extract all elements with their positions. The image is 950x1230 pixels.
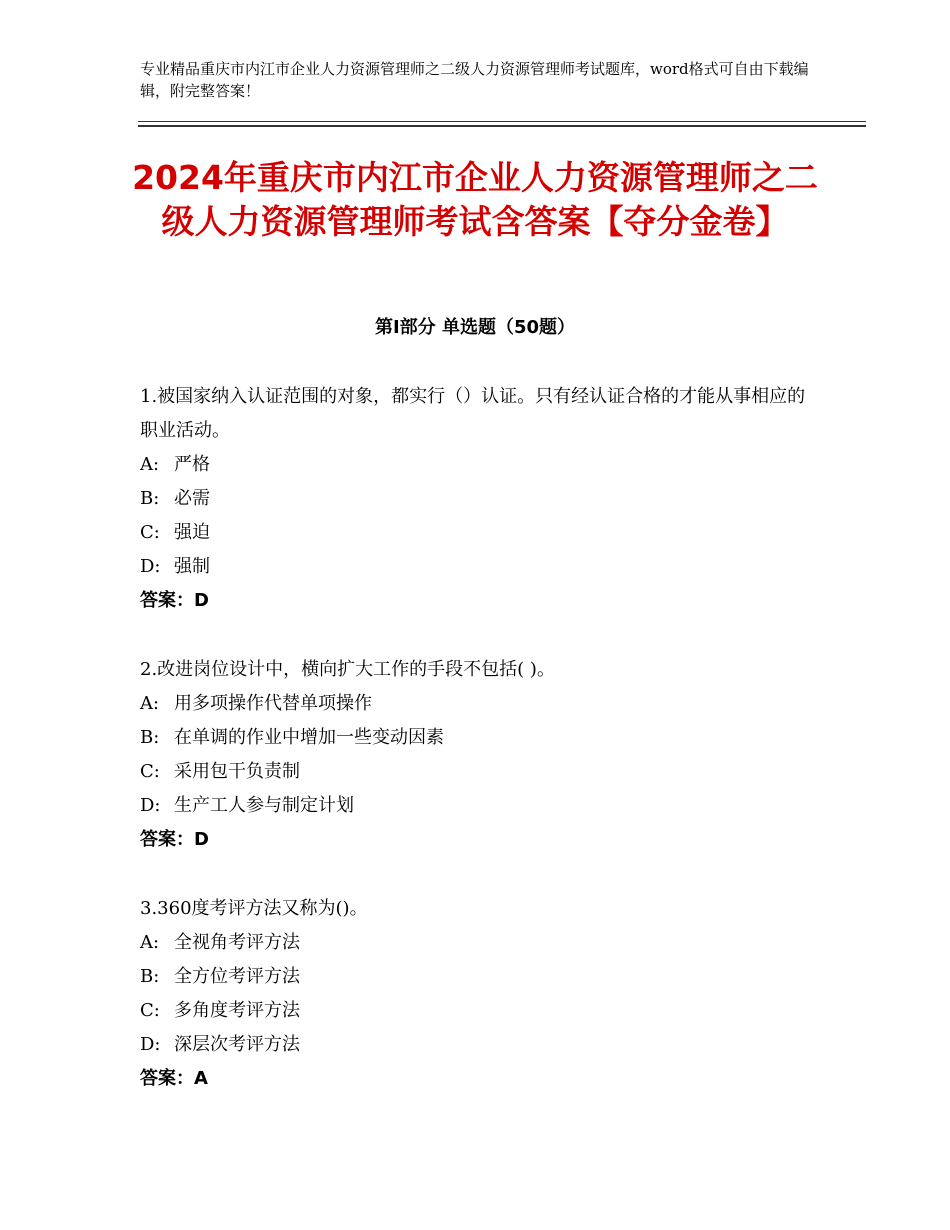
question-1 [140, 380, 820, 618]
option-letter: B: [140, 727, 160, 748]
question-option-a [140, 687, 820, 721]
option-letter: D: [140, 795, 161, 816]
question-option-b [140, 960, 820, 994]
header-note: 专业精品重庆市内江市企业人力资源管理师之二级人力资源管理师考试题库，word格式可自由下载编辑，附完整答案！ [140, 60, 809, 100]
option-text: 用多项操作代替单项操作 [174, 693, 372, 714]
question-option-c [140, 755, 820, 789]
option-letter: B: [140, 488, 160, 509]
option-letter: D: [140, 556, 161, 577]
question-option-b [140, 482, 820, 516]
question-option-c [140, 994, 820, 1028]
question-stem: 3.360度考评方法又称为()。 [140, 898, 368, 919]
question-option-d [140, 550, 820, 584]
option-text: 在单调的作业中增加一些变动因素 [174, 727, 444, 748]
option-text: 深层次考评方法 [174, 1034, 300, 1055]
question-stem: 1.被国家纳入认证范围的对象，都实行（）认证。只有经认证合格的才能从事相应的职业活动。 [140, 386, 806, 441]
question-answer: 答案：D [140, 829, 209, 850]
question-option-b [140, 721, 820, 755]
option-text: 全方位考评方法 [174, 966, 300, 987]
option-letter: A: [140, 693, 160, 714]
section-title: 第Ⅰ部分 单选题（50题） [374, 317, 575, 338]
option-letter: C: [140, 761, 160, 782]
question-2 [140, 653, 820, 857]
header-divider-thin [138, 121, 866, 122]
question-option-c [140, 516, 820, 550]
option-text: 生产工人参与制定计划 [174, 795, 354, 816]
question-option-d [140, 1028, 820, 1062]
option-letter: D: [140, 1034, 161, 1055]
option-letter: A: [140, 454, 160, 475]
header-divider-thick [138, 125, 866, 127]
option-text: 采用包干负责制 [174, 761, 300, 782]
option-letter: A: [140, 932, 160, 953]
question-option-d [140, 789, 820, 823]
question-3 [140, 892, 820, 1096]
option-letter: B: [140, 966, 160, 987]
option-text: 多角度考评方法 [174, 1000, 300, 1021]
question-stem: 2.改进岗位设计中，横向扩大工作的手段不包括( )。 [140, 659, 555, 680]
question-option-a [140, 448, 820, 482]
option-letter: C: [140, 522, 160, 543]
option-text: 严格 [174, 454, 210, 475]
option-text: 全视角考评方法 [174, 932, 300, 953]
document-title: 2024年重庆市内江市企业人力资源管理师之二级人力资源管理师考试含答案【夺分金卷】 [132, 158, 818, 241]
question-answer: 答案：A [140, 1068, 208, 1089]
option-text: 强迫 [174, 522, 210, 543]
question-answer: 答案：D [140, 590, 209, 611]
option-letter: C: [140, 1000, 160, 1021]
option-text: 必需 [174, 488, 210, 509]
option-text: 强制 [174, 556, 210, 577]
question-option-a [140, 926, 820, 960]
